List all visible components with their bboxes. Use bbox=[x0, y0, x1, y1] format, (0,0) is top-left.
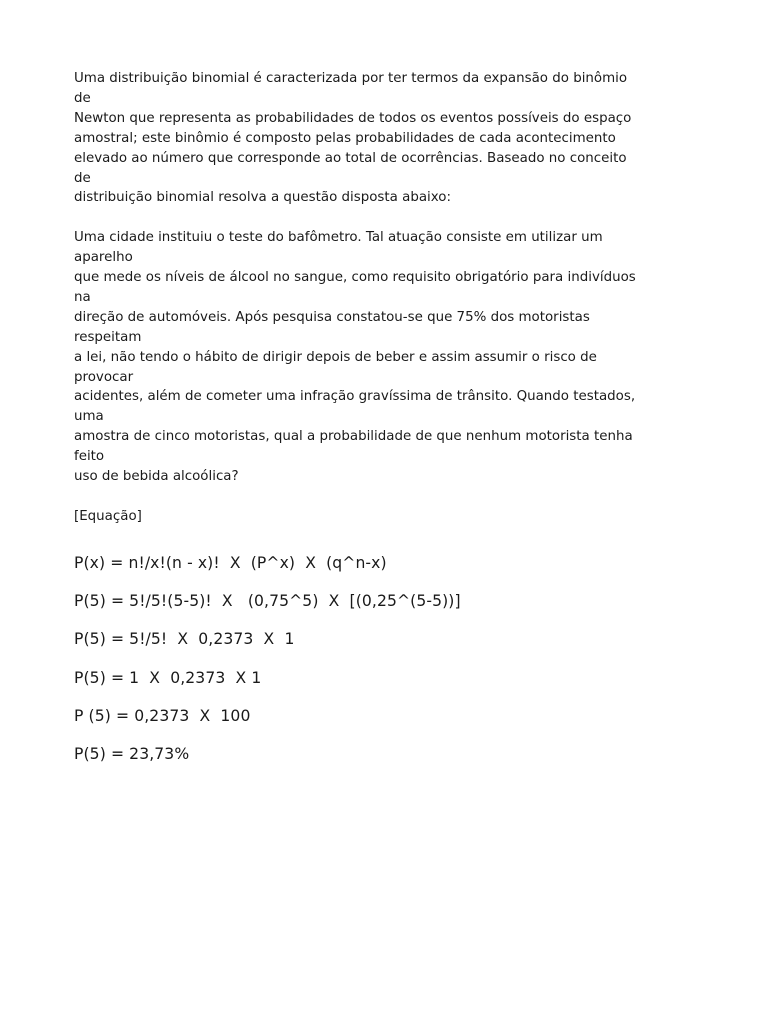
document-page bbox=[74, 69, 644, 784]
formula-list bbox=[74, 554, 644, 764]
formula-line-2: P(5) = 5!/5!(5-5)! X (0,75^5) X [(0,25^(5-5))] bbox=[74, 592, 461, 611]
formula-line-4: P(5) = 1 X 0,2373 X 1 bbox=[74, 668, 262, 687]
formula-line-5: P (5) = 0,2373 X 100 bbox=[74, 707, 251, 725]
formula-line-3: P(5) = 5!/5! X 0,2373 X 1 bbox=[74, 630, 295, 649]
formula-line-6: P(5) = 23,73% bbox=[74, 745, 190, 764]
formula-line-1: P(x) = n!/x!(n - x)! X (P^x) X (q^n-x) bbox=[74, 553, 387, 572]
intro-paragraph: Uma distribuição binomial é caracterizada por ter termos da expansão do binômio de Newton que representa as probabilidades de todos os eventos possíveis do espaço amostral; este binômio é composto pelas probabilidades de cada acontecimento elevado ao número que corresponde ao total de ocorrências. Baseado no conceito de distribuição binomial resolva a questão disposta abaixo: bbox=[74, 71, 632, 206]
equation-label: [Equação] bbox=[74, 508, 142, 524]
question-paragraph: Uma cidade instituiu o teste do bafômetro. Tal atuação consiste em utilizar um aparelho que mede os níveis de álcool no sangue, como requisito obrigatório para indivíduos na direção de automóveis. Após pesquisa constatou-se que 75% dos motoristas respeitam a lei, não tendo o hábito de dirigir depois de beber e assim assumir o risco de provocar acidentes, além de cometer uma infração gravíssima de trânsito. Quando testados, uma amostra de cinco motoristas, qual a probabilidade de que nenhum motorista tenha feito uso de bebida alcoólica? bbox=[74, 230, 636, 485]
